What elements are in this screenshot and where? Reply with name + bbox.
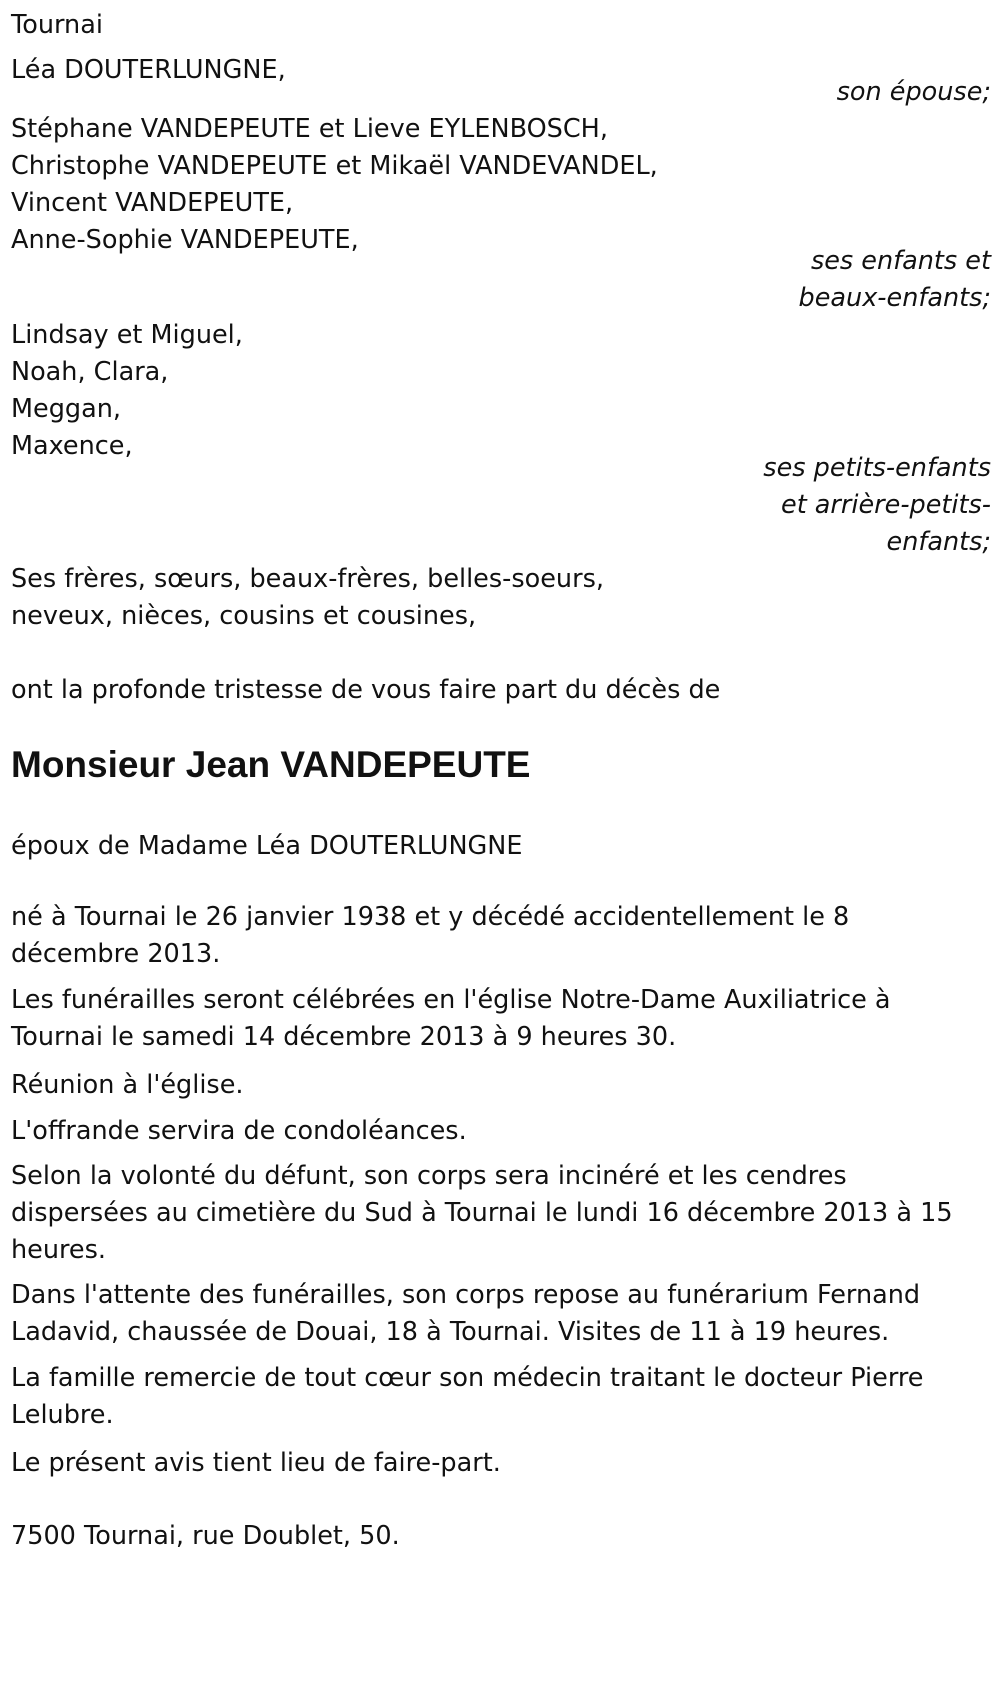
grandchildren-list [11, 315, 243, 466]
paragraph-notice: Le présent avis tient lieu de faire-part. [11, 1448, 501, 1478]
list-item: neveux, nièces, cousins et cousines, [11, 601, 477, 631]
paragraph-funeral: Les funérailles seront célébrées en l'église Notre-Dame Auxiliatrice à Tournai le samedi 14 décembre 2013 à 9 heures 30. [11, 985, 891, 1052]
list-item: Noah, Clara, [11, 357, 169, 387]
role-line: ses enfants et [810, 246, 991, 276]
role-line: beaux-enfants; [798, 283, 991, 313]
paragraph-offering: L'offrande servira de condoléances. [11, 1116, 467, 1146]
spouse-name: Léa DOUTERLUNGNE, [11, 55, 286, 85]
paragraph-cremation: Selon la volonté du défunt, son corps sera incinéré et les cendres dispersées au cimetière du Sud à Tournai le lundi 16 décembre 2013 à 15 heures. [11, 1161, 953, 1265]
grandchildren-role [11, 448, 991, 562]
children-role [11, 241, 991, 318]
paragraph-thanks: La famille remercie de tout cœur son médecin traitant le docteur Pierre Lelubre. [11, 1363, 924, 1430]
announcement-text: ont la profonde tristesse de vous faire part du décès de [11, 675, 721, 705]
children-list [11, 109, 658, 260]
list-item: Meggan, [11, 394, 121, 424]
list-item: Lindsay et Miguel, [11, 320, 243, 350]
list-item: Stéphane VANDEPEUTE et Lieve EYLENBOSCH, [11, 114, 608, 144]
list-item: Ses frères, sœurs, beaux-frères, belles-soeurs, [11, 564, 604, 594]
list-item: Christophe VANDEPEUTE et Mikaël VANDEVANDEL, [11, 151, 658, 181]
paragraph-meeting: Réunion à l'église. [11, 1070, 244, 1100]
paragraph-funerarium: Dans l'attente des funérailles, son corps repose au funérarium Fernand Ladavid, chaussée de Douai, 18 à Tournai. Visites de 11 à 19 heures. [11, 1280, 921, 1347]
list-item: Maxence, [11, 431, 133, 461]
extended-family [11, 559, 604, 636]
list-item: Anne-Sophie VANDEPEUTE, [11, 225, 359, 255]
address: 7500 Tournai, rue Doublet, 50. [11, 1521, 400, 1551]
list-item: Vincent VANDEPEUTE, [11, 188, 294, 218]
location-heading: Tournai [11, 10, 103, 40]
paragraph-birth-death: né à Tournai le 26 janvier 1938 et y décédé accidentellement le 8 décembre 2013. [11, 902, 850, 969]
role-line: ses petits-enfants [763, 453, 991, 483]
spouse-role: son épouse; [836, 77, 991, 107]
role-line: et arrière-petits- [781, 490, 991, 520]
deceased-spouse-of: époux de Madame Léa DOUTERLUNGNE [11, 831, 523, 861]
role-line: enfants; [886, 527, 991, 557]
deceased-name: Monsieur Jean VANDEPEUTE [11, 744, 531, 785]
